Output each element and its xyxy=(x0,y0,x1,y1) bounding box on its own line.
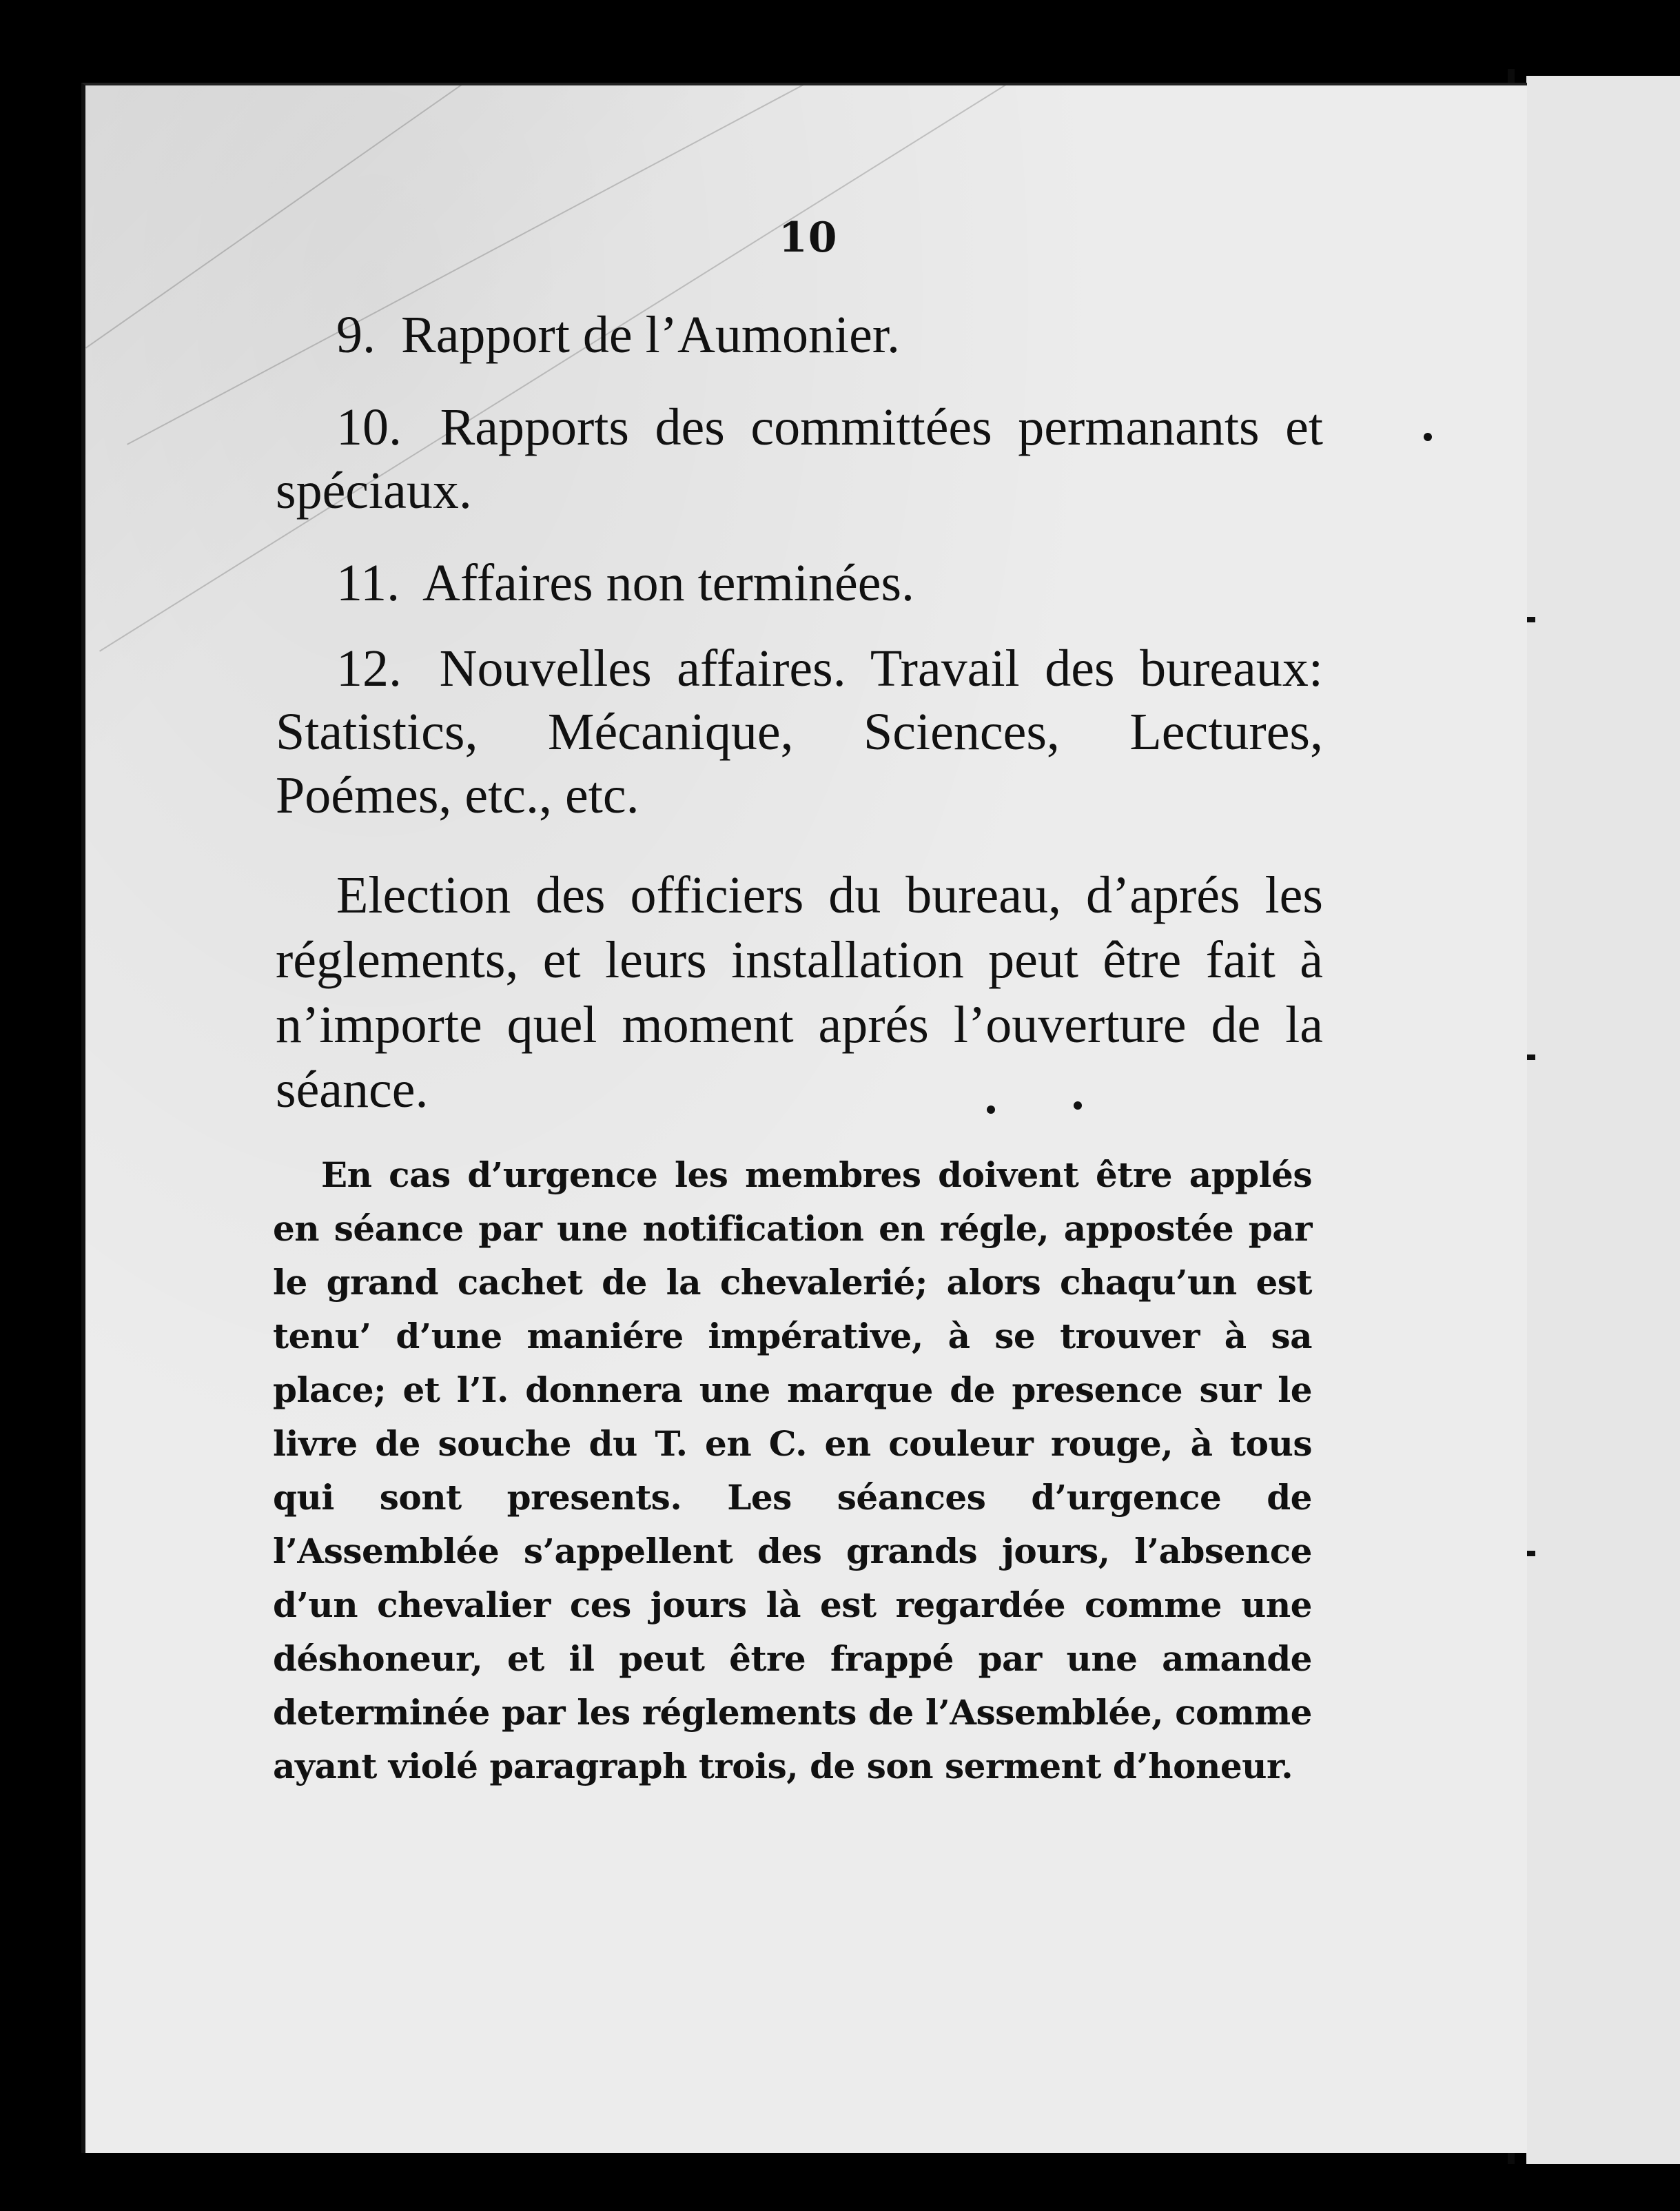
item-text: Rapport de l’Aumonier. xyxy=(401,306,900,364)
item-text: Affaires non terminées. xyxy=(422,554,915,612)
ink-speck xyxy=(1074,1101,1082,1110)
ink-speck xyxy=(1424,433,1432,441)
list-item xyxy=(336,551,1322,615)
item-text: Rapports des committées permanants et spéciaux. xyxy=(276,398,1324,520)
item-number: 10. xyxy=(336,398,402,456)
item-text: Nouvelles affaires. Travail des bureaux: Statistics, Mécanique, Sciences, Lectures, Poémes, etc., etc. xyxy=(276,640,1323,824)
election-paragraph: Election des officiers du bureau, d’aprés les réglements, et leurs installation peut être fait à n’importe quel moment aprés l’ouverture de la séance. xyxy=(276,866,1323,1119)
list-item xyxy=(276,637,1323,827)
paper-crease xyxy=(127,83,919,445)
list-item xyxy=(276,396,1323,522)
page-number: 10 xyxy=(779,214,838,262)
item-number: 11. xyxy=(336,554,400,612)
item-number: 9. xyxy=(336,306,376,364)
facing-page-edge xyxy=(1526,76,1680,2164)
list-item xyxy=(336,303,1322,367)
ink-speck xyxy=(987,1106,995,1114)
urgence-paragraph: En cas d’urgence les membres doivent être applés en séance par une notification en régle, appostée par le grand cachet de la chevalerié; alors chaqu’un est tenu’ d’une maniére impérative, à se trouver à sa place; et l’I. donnera une marque de presence sur le livre de souche du T. en C. en couleur rouge, à tous qui sont presents. Les séances d’urgence de l’Assemblée s’appellent des grands jours, l’absence d’un chevalier ces jours là est regardée comme une déshoneur, et il peut être frappé par une amande determinée par les réglements de l’Assemblée, comme ayant violé paragraph trois, de son serment d’honeur. xyxy=(273,1154,1312,1786)
item-number: 12. xyxy=(336,640,402,697)
